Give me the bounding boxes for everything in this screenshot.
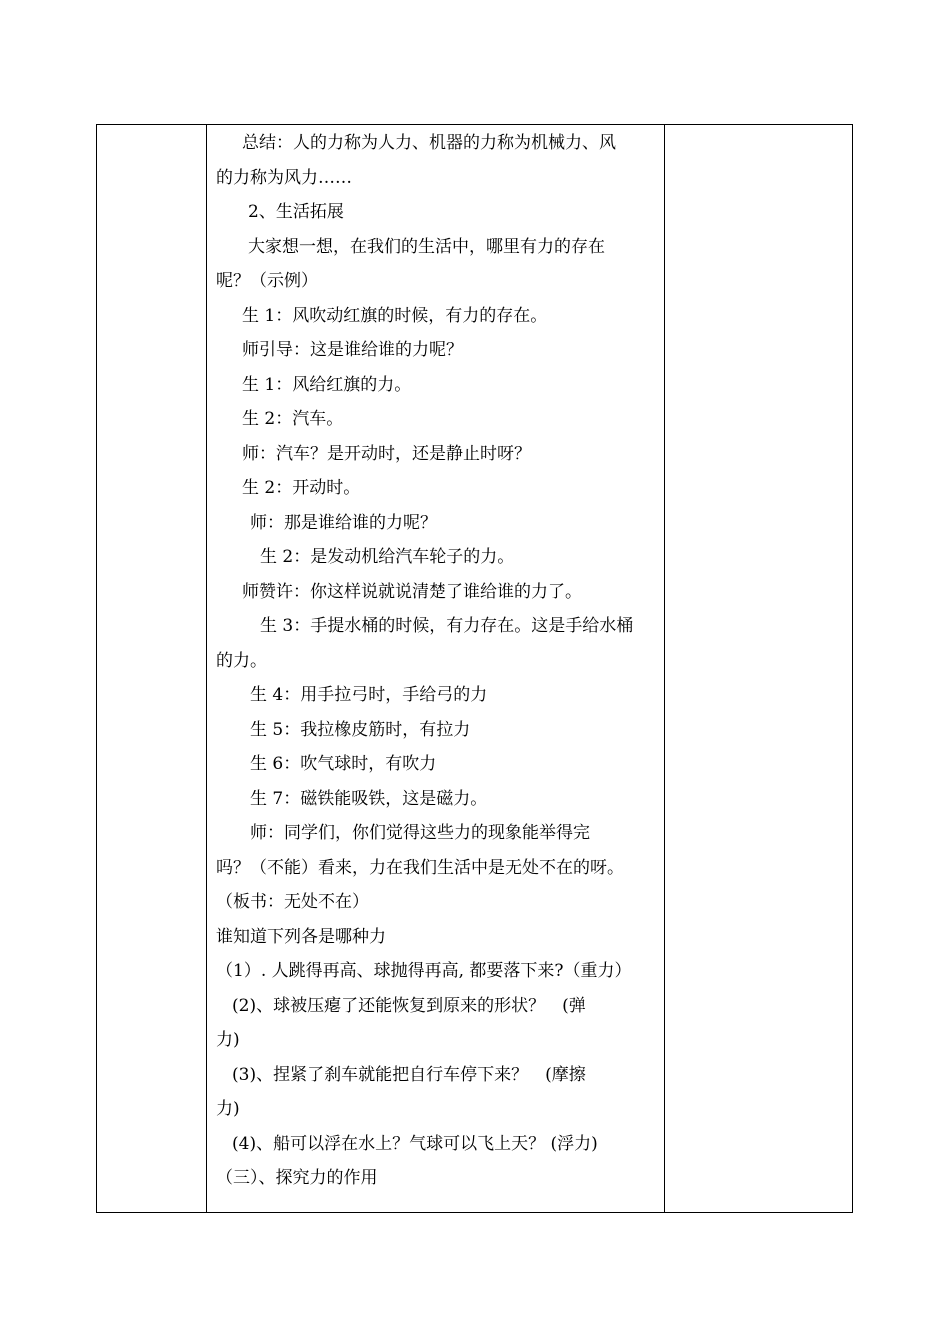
text-line: 师引导：这是谁给谁的力呢？ bbox=[242, 340, 463, 360]
text-line: 呢？（示例） bbox=[216, 271, 318, 291]
text-line: （三）、探究力的作用 bbox=[216, 1168, 378, 1188]
text-line: 生 6：吹气球时，有吹力 bbox=[250, 754, 437, 774]
text-line: 力) bbox=[216, 1030, 240, 1050]
text-line: 大家想一想，在我们的生活中，哪里有力的存在 bbox=[248, 237, 605, 257]
lesson-table bbox=[96, 124, 853, 1213]
text-line: 生 5：我拉橡皮筋时，有拉力 bbox=[250, 720, 471, 740]
text-line: （板书：无处不在） bbox=[216, 892, 369, 912]
text-line: (4)、船可以浮在水上？气球可以飞上天？ (浮力) bbox=[232, 1134, 598, 1154]
text-line: (3)、捏紧了刹车就能把自行车停下来？ (摩擦 bbox=[232, 1065, 586, 1085]
text-line: 吗？（不能）看来，力在我们生活中是无处不在的呀。 bbox=[216, 858, 624, 878]
text-line: 生 1：风吹动红旗的时候，有力的存在。 bbox=[242, 306, 548, 326]
text-line: 谁知道下列各是哪种力 bbox=[216, 927, 386, 947]
text-line: 生 4：用手拉弓时，手给弓的力 bbox=[250, 685, 488, 705]
text-line: 生 2：开动时。 bbox=[242, 478, 361, 498]
text-line: 总结：人的力称为人力、机器的力称为机械力、风 bbox=[242, 133, 616, 153]
text-line: 力) bbox=[216, 1099, 240, 1119]
text-line: 生 2：汽车。 bbox=[242, 409, 344, 429]
text-line: 2、生活拓展 bbox=[248, 202, 344, 222]
text-line: 师：那是谁给谁的力呢？ bbox=[250, 513, 437, 533]
text-line: 师：汽车？是开动时，还是静止时呀？ bbox=[242, 444, 531, 464]
text-line: 的力。 bbox=[216, 651, 267, 671]
text-line: (2)、球被压瘪了还能恢复到原来的形状？ (弹 bbox=[232, 996, 586, 1016]
text-line: 生 1：风给红旗的力。 bbox=[242, 375, 412, 395]
text-line: 生 3：手提水桶的时候，有力存在。这是手给水桶 bbox=[260, 616, 634, 636]
text-line: （1）. 人跳得再高、球抛得再高, 都要落下来?（重力） bbox=[216, 961, 632, 981]
text-line: 生 7：磁铁能吸铁，这是磁力。 bbox=[250, 789, 488, 809]
text-line: 生 2：是发动机给汽车轮子的力。 bbox=[260, 547, 515, 567]
column-divider-right bbox=[664, 125, 665, 1212]
text-line: 师赞许：你这样说就说清楚了谁给谁的力了。 bbox=[242, 582, 582, 602]
column-divider-left bbox=[206, 125, 207, 1212]
text-line: 的力称为风力…… bbox=[216, 168, 352, 188]
text-line: 师：同学们，你们觉得这些力的现象能举得完 bbox=[250, 823, 590, 843]
